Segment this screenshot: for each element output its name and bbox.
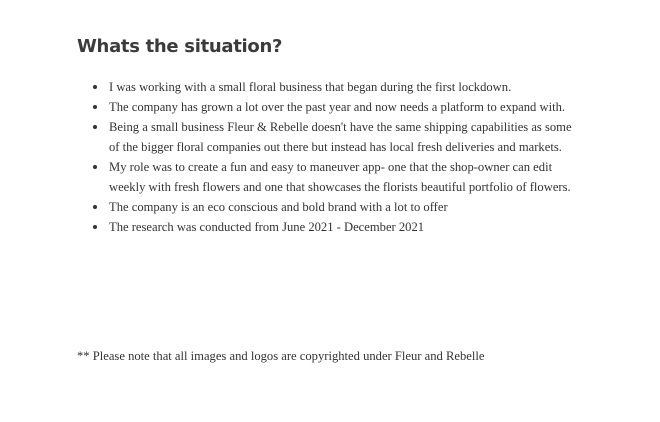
list-item-text: My role was to create a fun and easy to maneuver app- one that the shop-owner can edit weekly with fresh flowers and one that showcases the florists beautiful portfolio of flowers. <box>109 160 571 194</box>
list-item <box>109 217 577 237</box>
bullet-icon <box>93 105 97 109</box>
list-item-text: The research was conducted from June 2021 - December 2021 <box>109 220 425 234</box>
list-item-text: The company has grown a lot over the past year and now needs a platform to expand with. <box>109 100 566 114</box>
list-item <box>109 157 577 197</box>
bullet-icon <box>93 125 97 129</box>
bullet-icon <box>93 165 97 169</box>
list-item <box>109 197 577 217</box>
situation-section <box>77 34 577 237</box>
list-item <box>109 117 577 157</box>
situation-list <box>77 77 577 237</box>
copyright-note: ** Please note that all images and logos are copyrighted under Fleur and Rebelle <box>77 349 485 363</box>
list-item-text: Being a small business Fleur & Rebelle doesn't have the same shipping capabilities as some of the bigger floral companies out there but instead has local fresh deliveries and markets. <box>109 120 572 154</box>
list-item <box>109 77 577 97</box>
list-item <box>109 97 577 117</box>
list-item-text: I was working with a small floral business that began during the first lockdown. <box>109 80 512 94</box>
bullet-icon <box>93 225 97 229</box>
list-item-text: The company is an eco conscious and bold brand with a lot to offer <box>109 200 448 214</box>
bullet-icon <box>93 85 97 89</box>
bullet-icon <box>93 205 97 209</box>
section-heading: Whats the situation? <box>77 36 283 57</box>
